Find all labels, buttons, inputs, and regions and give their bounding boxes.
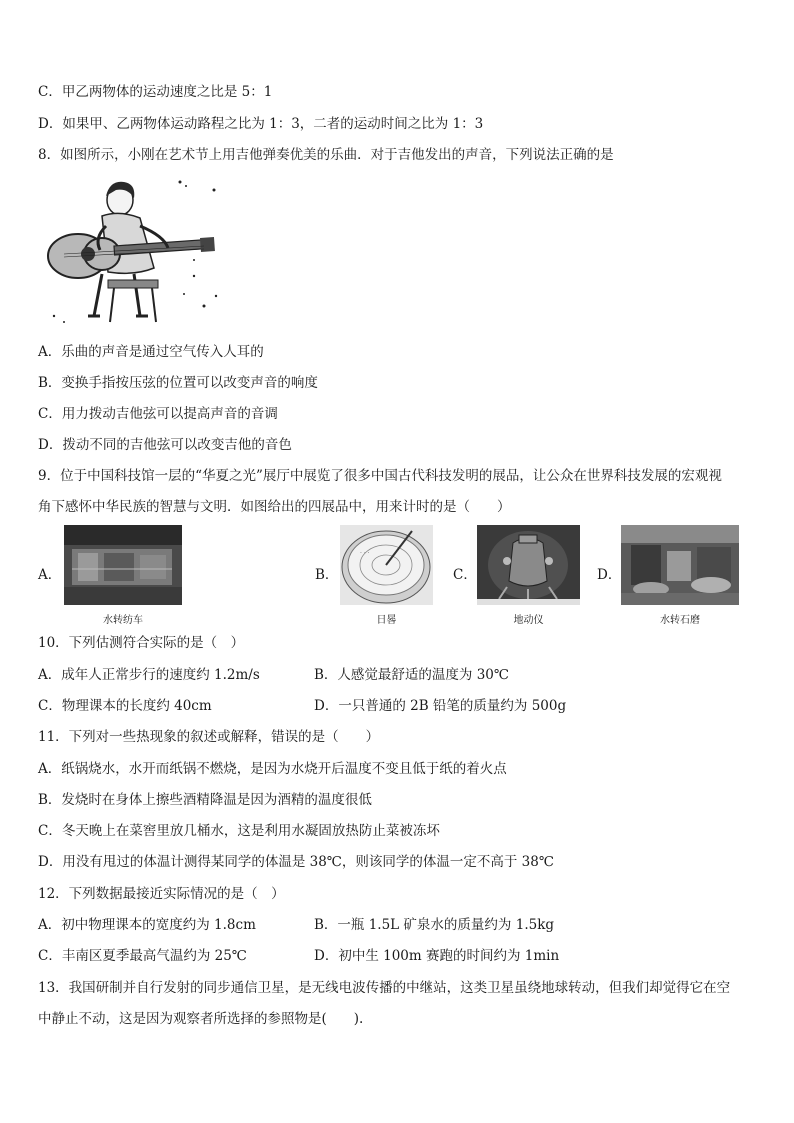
q8-option-d: D．拨动不同的吉他弦可以改变吉他的音色 [38, 437, 292, 453]
q9-option-d-letter: D． [597, 567, 622, 583]
q11-option-c: C．冬天晚上在菜窖里放几桶水，这是利用水凝固放热防止菜被冻坏 [38, 823, 440, 839]
q12-option-a: A．初中物理课本的宽度约为 1.8cm [38, 917, 256, 933]
q10-stem: 10．下列估测符合实际的是（ ） [38, 635, 245, 651]
q9-option-b-letter: B． [315, 567, 339, 583]
water-millstone-photo [621, 525, 739, 605]
q13-stem-line2: 中静止不动，这是因为观察者所选择的参照物是( ). [38, 1011, 364, 1027]
q7-option-c: C．甲乙两物体的运动速度之比是 5：1 [38, 84, 273, 100]
q10-option-b: B．人感觉最舒适的温度为 30℃ [314, 667, 509, 683]
q12-option-c: C．丰南区夏季最高气温约为 25℃ [38, 948, 247, 964]
q8-option-b: B．变换手指按压弦的位置可以改变声音的响度 [38, 375, 318, 391]
q10-option-d: D．一只普通的 2B 铅笔的质量约为 500g [314, 698, 567, 714]
q9-option-c-caption: 地动仪 [513, 615, 544, 626]
q8-option-c: C．用力拨动吉他弦可以提高声音的音调 [38, 406, 278, 422]
seismograph-photo [477, 525, 580, 605]
q8-option-a: A．乐曲的声音是通过空气传入人耳的 [38, 344, 264, 360]
q11-stem: 11．下列对一些热现象的叙述或解释，错误的是（ ） [38, 729, 380, 745]
q12-stem: 12．下列数据最接近实际情况的是（ ） [38, 886, 285, 902]
q9-stem-line1: 9．位于中国科技馆一层的“华夏之光”展厅中展览了很多中国古代科技发明的展品，让公众在世界科技发展的宏观视 [38, 468, 722, 484]
guitar-player-image [44, 176, 224, 328]
q10-option-c: C．物理课本的长度约 40cm [38, 698, 212, 714]
q13-stem-line1: 13．我国研制并自行发射的同步通信卫星，是无线电波传播的中继站，这类卫星虽绕地球转动，但我们却觉得它在空 [38, 980, 731, 996]
q9-stem-line2: 角下感怀中华民族的智慧与文明．如图给出的四展品中，用来计时的是（ ） [38, 499, 511, 515]
q12-option-d: D．初中生 100m 赛跑的时间约为 1min [314, 948, 560, 964]
q11-option-d: D．用没有甩过的体温计测得某同学的体温是 38℃，则该同学的体温一定不高于 38℃ [38, 854, 554, 870]
q8-stem: 8．如图所示，小刚在艺术节上用吉他弹奏优美的乐曲．对于吉他发出的声音，下列说法正确的是 [38, 147, 614, 163]
q9-option-c-letter: C． [453, 567, 477, 583]
q7-option-d: D．如果甲、乙两物体运动路程之比为 1：3，二者的运动时间之比为 1：3 [38, 116, 484, 132]
q12-option-b: B．一瓶 1.5L 矿泉水的质量约为 1.5kg [314, 917, 555, 933]
q9-option-a-caption: 水转纺车 [103, 615, 143, 626]
q9-option-a-letter: A． [38, 567, 62, 583]
q11-option-b: B．发烧时在身体上擦些酒精降温是因为酒精的温度很低 [38, 792, 372, 808]
svg-text:· · ·: · · · [360, 550, 370, 557]
q9-option-b-caption: 日晷 [376, 615, 397, 626]
sundial-photo [340, 525, 433, 605]
q11-option-a: A．纸锅烧水，水开而纸锅不燃烧，是因为水烧开后温度不变且低于纸的着火点 [38, 761, 507, 777]
q9-option-d-caption: 水转石磨 [660, 615, 700, 626]
water-spinning-wheel-photo [64, 525, 182, 605]
q10-option-a: A．成年人正常步行的速度约 1.2m/s [38, 667, 260, 683]
